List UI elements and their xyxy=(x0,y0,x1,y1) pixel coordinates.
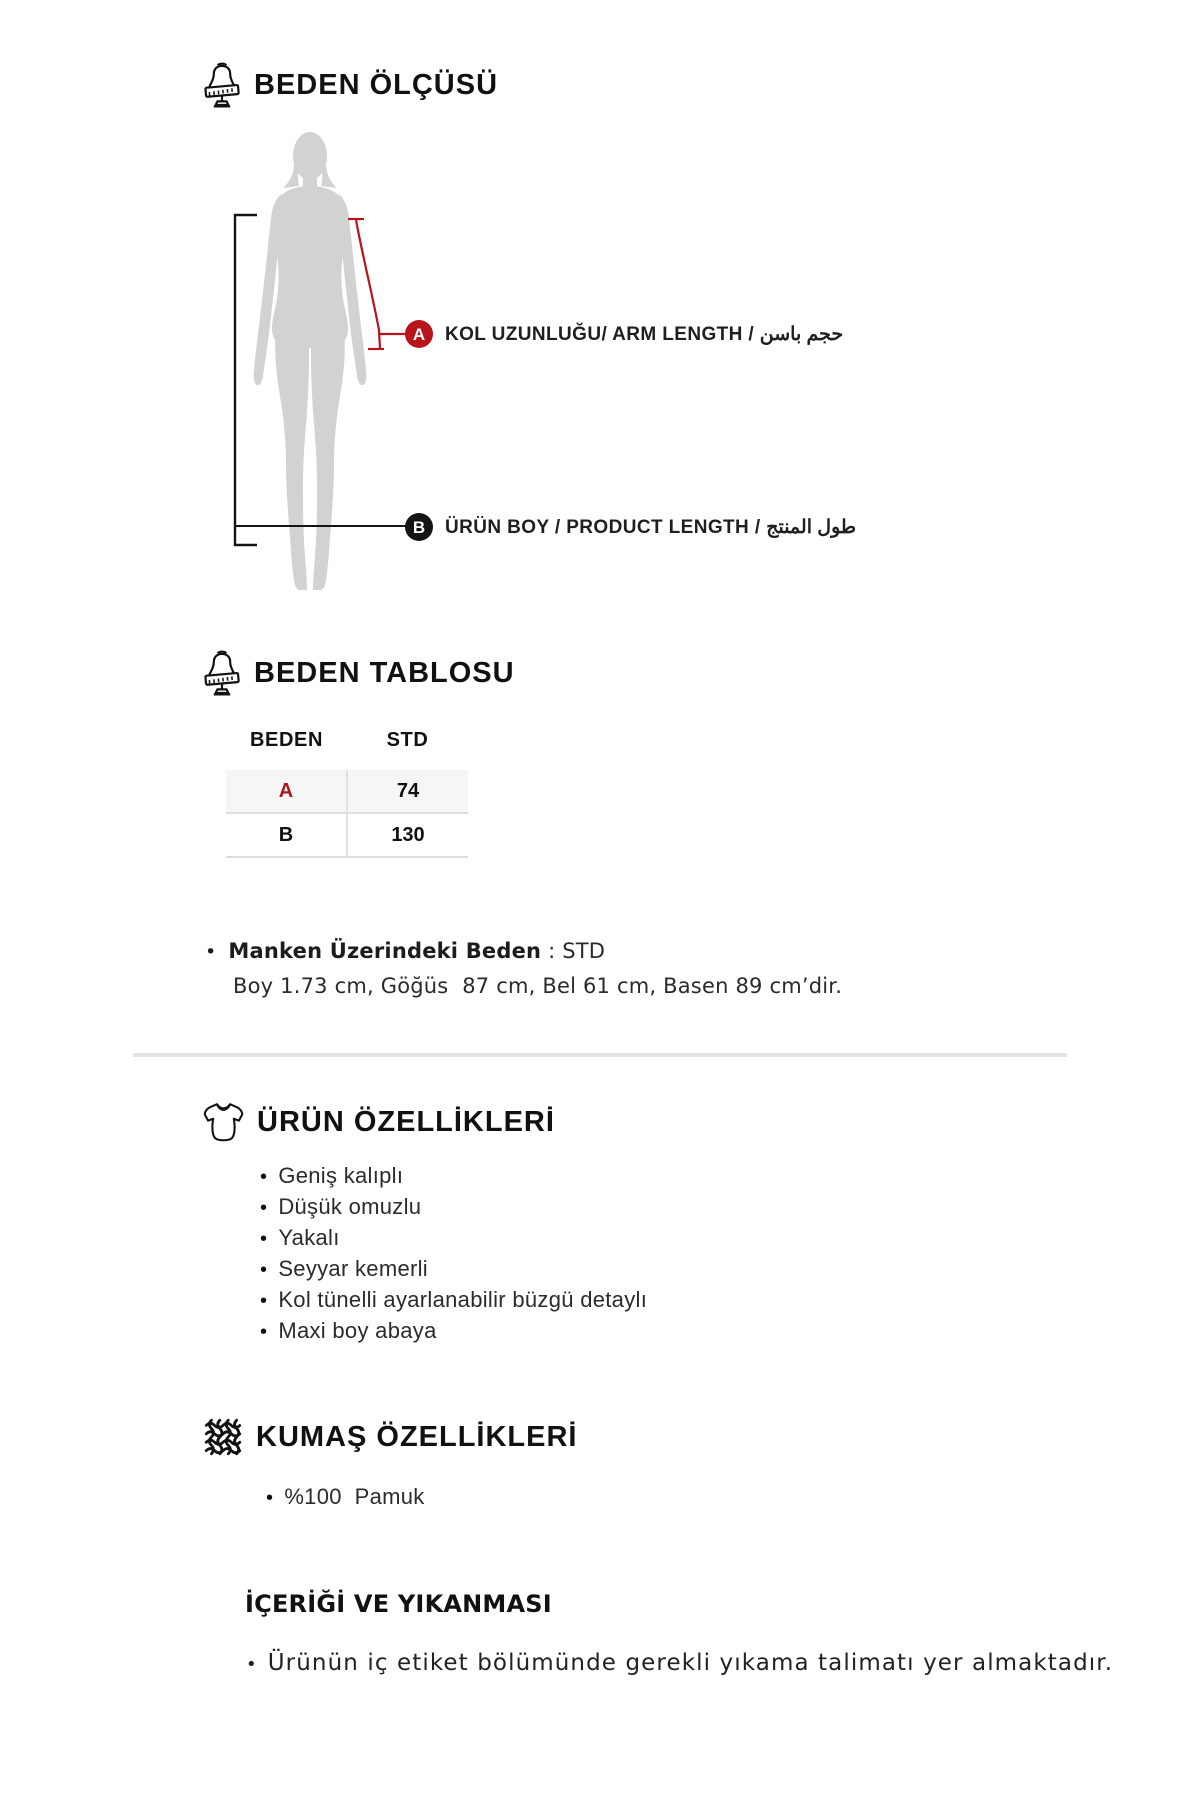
table-row-a xyxy=(226,770,468,814)
cell-value-a: 74 xyxy=(396,779,420,802)
bullet-icon: • xyxy=(260,1197,268,1219)
model-note-detail: Boy 1.73 cm, Göğüs 87 cm, Bel 61 cm, Basen 89 cm’dir. xyxy=(233,974,843,998)
section-title: ÜRÜN ÖZELLİKLERİ xyxy=(257,1105,555,1138)
table-header xyxy=(226,720,468,760)
bullet-icon: • xyxy=(260,1228,268,1250)
feature-item: • Geniş kalıplı xyxy=(260,1161,647,1192)
column-header-beden: BEDEN xyxy=(249,728,323,751)
product-features-heading xyxy=(202,1100,555,1144)
measure-label-a xyxy=(405,320,843,348)
feature-item: • Düşük omuzlu xyxy=(260,1192,647,1223)
cell-measure-a: A xyxy=(226,770,348,812)
size-table xyxy=(226,720,468,858)
mannequin-icon xyxy=(202,650,242,696)
fabric-icon xyxy=(202,1416,244,1458)
feature-item: • Yakalı xyxy=(260,1223,647,1254)
bullet-icon: • xyxy=(205,941,217,963)
size-table-heading xyxy=(202,650,515,696)
feature-item: • Seyyar kemerli xyxy=(260,1254,647,1285)
care-list xyxy=(246,1646,1146,1682)
measure-text-a: KOL UZUNLUĞU/ ARM LENGTH / حجم باسن xyxy=(445,323,844,345)
feature-item: • Kol tünelli ayarlanabilir büzgü detaylı xyxy=(260,1285,647,1316)
cell-measure-b: B xyxy=(226,814,348,856)
bullet-icon: • xyxy=(246,1654,258,1675)
measure-label-b xyxy=(405,513,856,541)
features-list xyxy=(260,1161,647,1347)
care-item: • Ürünün iç etiket bölümünde gerekli yıkama talimatı yer almaktadır. xyxy=(246,1646,1146,1682)
fabric-heading xyxy=(202,1416,578,1458)
section-title: BEDEN TABLOSU xyxy=(254,656,515,689)
column-header-std: STD xyxy=(386,728,429,751)
bullet-icon: • xyxy=(260,1290,268,1312)
body-diagram xyxy=(200,118,440,598)
tshirt-icon xyxy=(202,1100,245,1144)
bullet-icon: • xyxy=(260,1259,268,1281)
bullet-icon: • xyxy=(266,1487,274,1509)
measure-badge-b: B xyxy=(405,513,433,541)
cell-value-b: 130 xyxy=(391,823,425,846)
fabric-list xyxy=(266,1482,425,1513)
feature-item: • Maxi boy abaya xyxy=(260,1316,647,1347)
bullet-icon: • xyxy=(260,1321,268,1343)
size-guide-heading xyxy=(202,62,498,108)
mannequin-icon xyxy=(202,62,242,108)
care-heading: İÇERİĞİ VE YIKANMASI xyxy=(245,1590,552,1618)
model-note-value: : STD xyxy=(541,939,606,963)
model-size-note xyxy=(205,934,842,1003)
section-divider xyxy=(133,1053,1067,1057)
body-silhouette xyxy=(254,132,367,590)
section-title: KUMAŞ ÖZELLİKLERİ xyxy=(256,1420,578,1453)
measure-text-b: ÜRÜN BOY / PRODUCT LENGTH / طول المنتج xyxy=(445,516,857,538)
bullet-icon: • xyxy=(260,1166,268,1188)
fabric-item: • %100 Pamuk xyxy=(266,1482,425,1513)
measure-badge-a: A xyxy=(405,320,433,348)
table-row-b xyxy=(226,814,468,856)
section-title: BEDEN ÖLÇÜSÜ xyxy=(254,68,499,101)
model-note-label: Manken Üzerindeki Beden xyxy=(228,939,542,963)
